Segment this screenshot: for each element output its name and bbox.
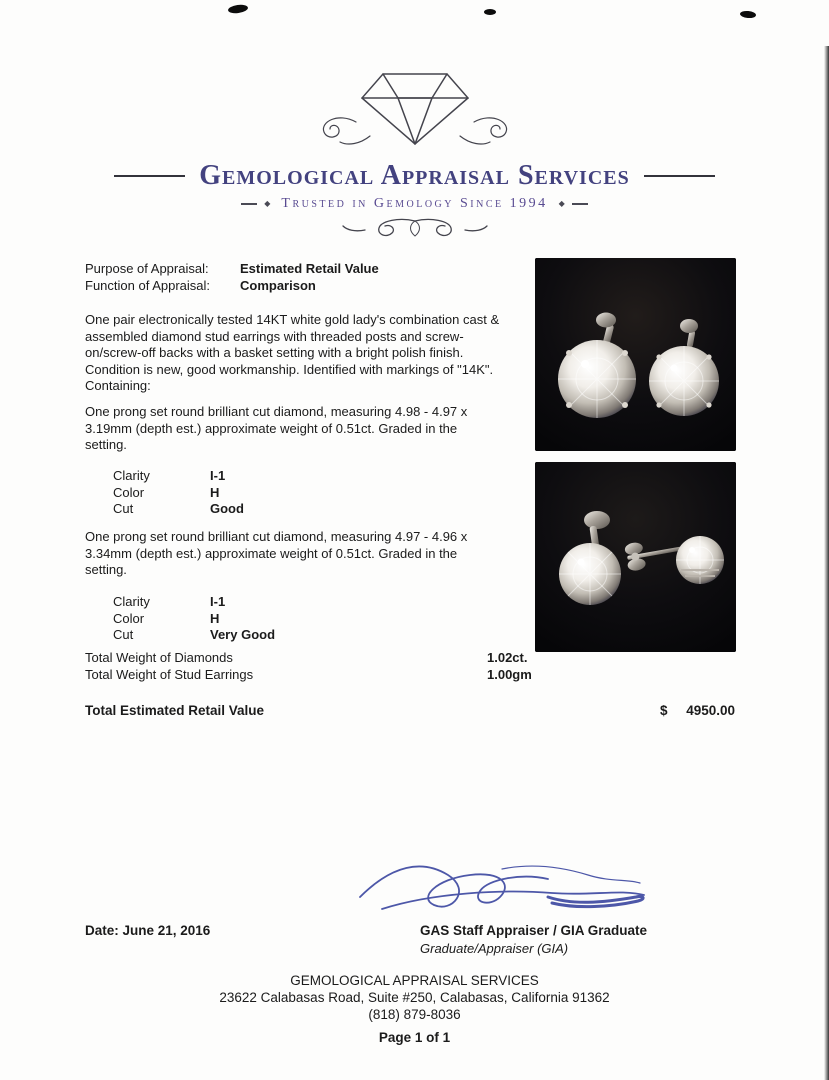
tagline-row [0,196,829,212]
appraiser-credential: Graduate/Appraiser (GIA) [420,941,569,956]
flourish-icon [335,216,495,242]
scan-artifact [484,9,496,15]
company-tagline: Trusted in Gemology Since 1994 [281,196,548,211]
company-title: Gemological Appraisal Services [199,160,630,191]
color-value: H [210,484,220,500]
diamond1-description: One prong set round brilliant cut diamond, measuring 4.98 - 4.97 x 3.19mm (depth est.) approximate weight of 0.51ct. Graded in the setting. [85,404,468,452]
diamond2-grade-table [113,594,275,644]
appraiser-signature [352,845,652,930]
footer-phone: (818) 879-8036 [368,1007,461,1022]
purpose-value: Estimated Retail Value [240,261,379,276]
earrings-front-image [535,258,736,451]
footer-company: GEMOLOGICAL APPRAISAL SERVICES [290,973,539,988]
earrings-photo-front [535,258,736,451]
footer-address: 23622 Calabasas Road, Suite #250, Calabasas, California 91362 [219,990,610,1005]
total-weight-diamonds-label: Total Weight of Diamonds [85,650,233,665]
grade-row-color [113,485,244,502]
diamond-bullet-icon: ◆ [558,199,565,208]
total-weight-earrings-label: Total Weight of Stud Earrings [85,667,254,682]
ornament-line-left [241,203,257,205]
color-label: Color [113,610,145,626]
total-weight-earrings-value: 1.00gm [487,667,532,682]
grade-row-color [113,611,275,628]
color-label: Color [113,484,145,500]
cut-value: Good [210,501,244,516]
ornament-line-right [572,203,588,205]
clarity-label: Clarity [113,594,150,609]
clarity-value: I-1 [210,468,226,483]
diamond2-description: One prong set round brilliant cut diamond, measuring 4.97 - 4.96 x 3.34mm (depth est.) approximate weight of 0.51ct. Graded in the setting. [85,529,468,577]
title-rule-left [114,175,185,177]
total-weight-diamonds-value: 1.02ct. [487,650,528,665]
title-rule-right [644,175,715,177]
cut-value: Very Good [210,627,276,642]
diamond1-grade-table [113,468,244,518]
purpose-row [85,261,379,278]
grade-row-clarity [113,468,244,485]
currency-symbol: $ [660,703,668,718]
scan-artifact [228,4,249,15]
flourish-ornament [335,216,495,247]
function-row [85,278,316,295]
function-value: Comparison [240,278,316,293]
scan-artifact [740,10,757,18]
cut-label: Cut [113,627,134,642]
grade-row-cut [113,501,244,518]
retail-value-row [85,703,740,721]
clarity-value: I-1 [210,594,226,609]
earrings-side-image [535,462,736,652]
appraiser-title: GAS Staff Appraiser / GIA Graduate [420,923,648,938]
purpose-label: Purpose of Appraisal: [85,261,209,276]
page-number: Page 1 of 1 [378,1030,451,1045]
earrings-photo-side [535,462,736,652]
grade-row-clarity [113,594,275,611]
clarity-label: Clarity [113,468,150,483]
grade-row-cut [113,627,275,644]
diamond-logo-icon [310,66,520,156]
diamond-bullet-icon: ◆ [264,199,271,208]
date-line: Date: June 21, 2016 [85,923,211,938]
item-description: One pair electronically tested 14KT white gold lady's combination cast & assembled diamond stud earrings with threaded posts and screw-on/screw-off backs with a basket setting with a bright polish finish. Condition is new, good workmanship. Identified with markings of "14K". Containing: [85,312,500,393]
retail-value-label: Total Estimated Retail Value [85,703,265,718]
color-value: H [210,610,220,626]
signature-icon [352,845,652,925]
retail-value-amount: 4950.00 [686,703,735,718]
cut-label: Cut [113,501,134,516]
function-label: Function of Appraisal: [85,278,211,293]
company-logo [310,66,520,161]
letterhead-title-row [114,160,715,192]
